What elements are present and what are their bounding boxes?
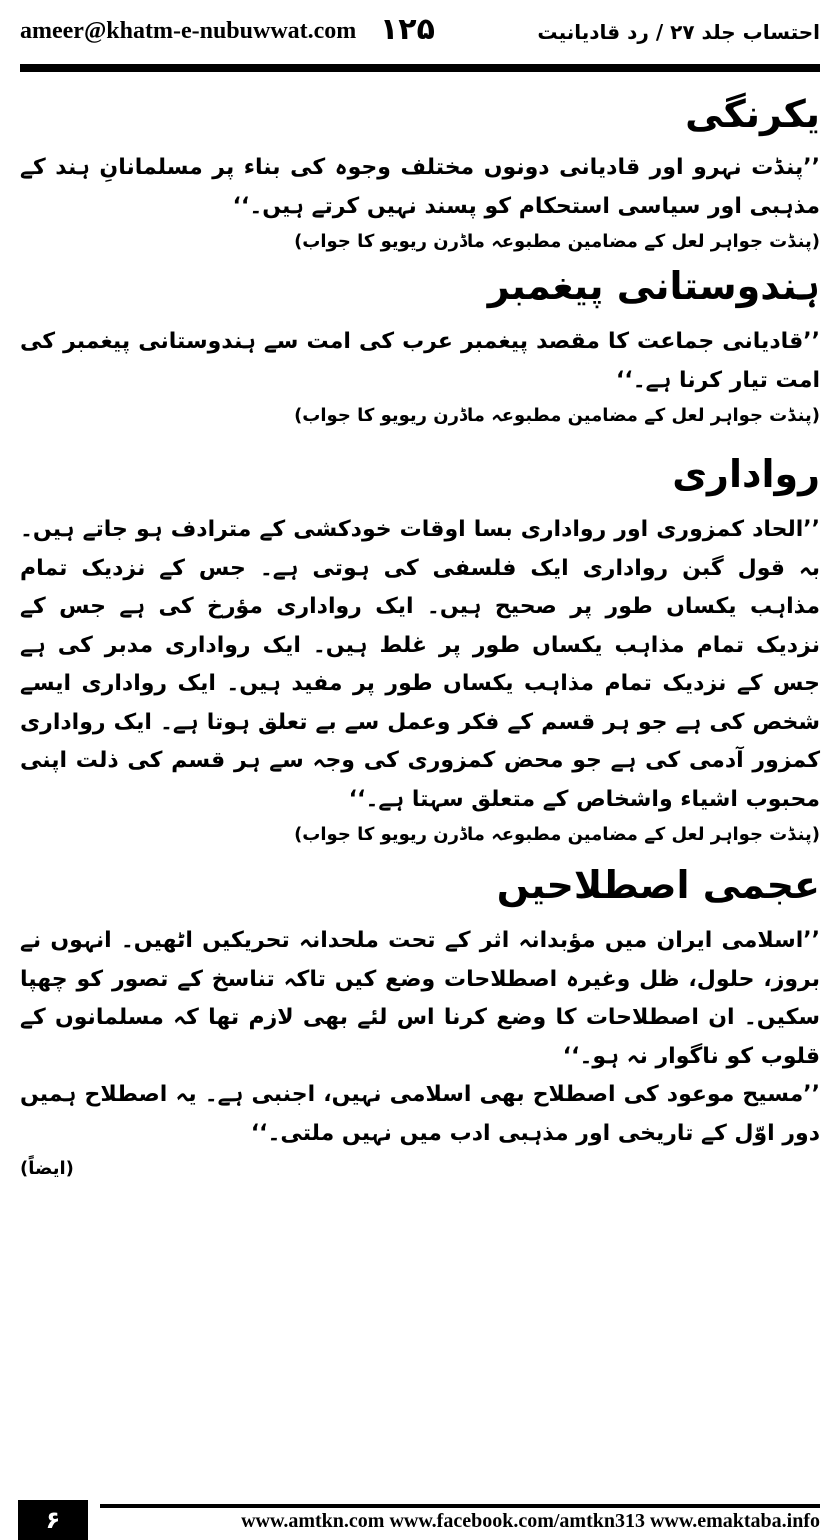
quote-paragraph: ’’قادیانی جماعت کا مقصد پیغمبر عرب کی امت سے ہندوستانی پیغمبر کی امت تیار کرنا ہے۔‘‘ [20,329,820,393]
reference: (ایضاً) [20,1158,74,1180]
section-heading: یکرنگی [685,92,820,136]
section-heading: ہندوستانی پیغمبر [487,263,820,308]
quote-paragraph: ’’پنڈت نہرو اور قادیانی دونوں مختلف وجوہ کی بناء پر مسلمانانِ ہند کے مذہبی اور سیاسی استحکام کو پسند نہیں کرتے ہیں۔‘‘ [20,155,820,219]
page-number: ۱۲۵ [380,12,435,47]
page-content [20,90,820,1185]
reference: (پنڈت جواہر لعل کے مضامین مطبوعہ ماڈرن ریویو کا جواب) [294,405,820,427]
header-email: ameer@khatm-e-nubuwwat.com [20,18,357,44]
reference-line [20,400,820,432]
quote-paragraph: ’’الحاد کمزوری اور رواداری بسا اوقات خودکشی کے مترادف ہو جاتے ہیں۔ بہ قول گبن رواداری ایک فلسفی کی ہوتی ہے۔ جس کے نزدیک تمام مذاہب یکساں طور پر صحیح ہیں۔ ایک رواداری مؤرخ کی ہے جس کے نزدیک تمام مذاہب یکساں طور پر غلط ہیں۔ ایک رواداری مدبر کی ہے جس کے نزدیک تمام مذاہب یکساں طور پر مفید ہیں۔ ایک رواداری ایسے شخص کی ہے جو ہر قسم کے فکر وعمل سے بے تعلق ہوتا ہے۔ ایک رواداری کمزور آدمی کی ہے جو محض کمزوری کی وجہ سے ہر قسم کی ذلت اپنی محبوب اشیاء واشخاص کے متعلق سہتا ہے۔‘‘ [20,517,820,812]
reference-line [20,819,820,851]
footer-section-number: ۶ [18,1500,88,1540]
reference-line [20,1153,820,1185]
footer-rule [100,1504,820,1508]
reference-line [20,226,820,258]
book-title: احتساب جلد ۲۷ / رد قادیانیت [537,20,820,44]
reference: (پنڈت جواہر لعل کے مضامین مطبوعہ ماڈرن ریویو کا جواب) [294,231,820,253]
reference: (پنڈت جواہر لعل کے مضامین مطبوعہ ماڈرن ریویو کا جواب) [294,824,820,846]
header-rule [20,64,820,72]
section-heading: عجمی اصطلاحیں [496,862,820,907]
quote-paragraph: ’’اسلامی ایران میں مؤبدانہ اثر کے تحت ملحدانہ تحریکیں اٹھیں۔ انہوں نے بروز، حلول، ظل وغیرہ اصطلاحات وضع کیں تاکہ تناسخ کے تصور کو چھپا سکیں۔ ان اصطلاحات کا وضع کرنا اس لئے بھی لازم تھا کہ مسلمانوں کے قلوب کو ناگوار نہ ہو۔‘‘ [20,928,820,1069]
section-heading: رواداری [672,451,820,496]
quote-paragraph: ’’مسیح موعود کی اصطلاح بھی اسلامی نہیں، اجنبی ہے۔ یہ اصطلاح ہمیں دور اوّل کے تاریخی اور مذہبی ادب میں نہیں ملتی۔‘‘ [20,1082,820,1146]
footer-links: www.amtkn.com www.facebook.com/amtkn313 www.emaktaba.info [241,1510,820,1532]
